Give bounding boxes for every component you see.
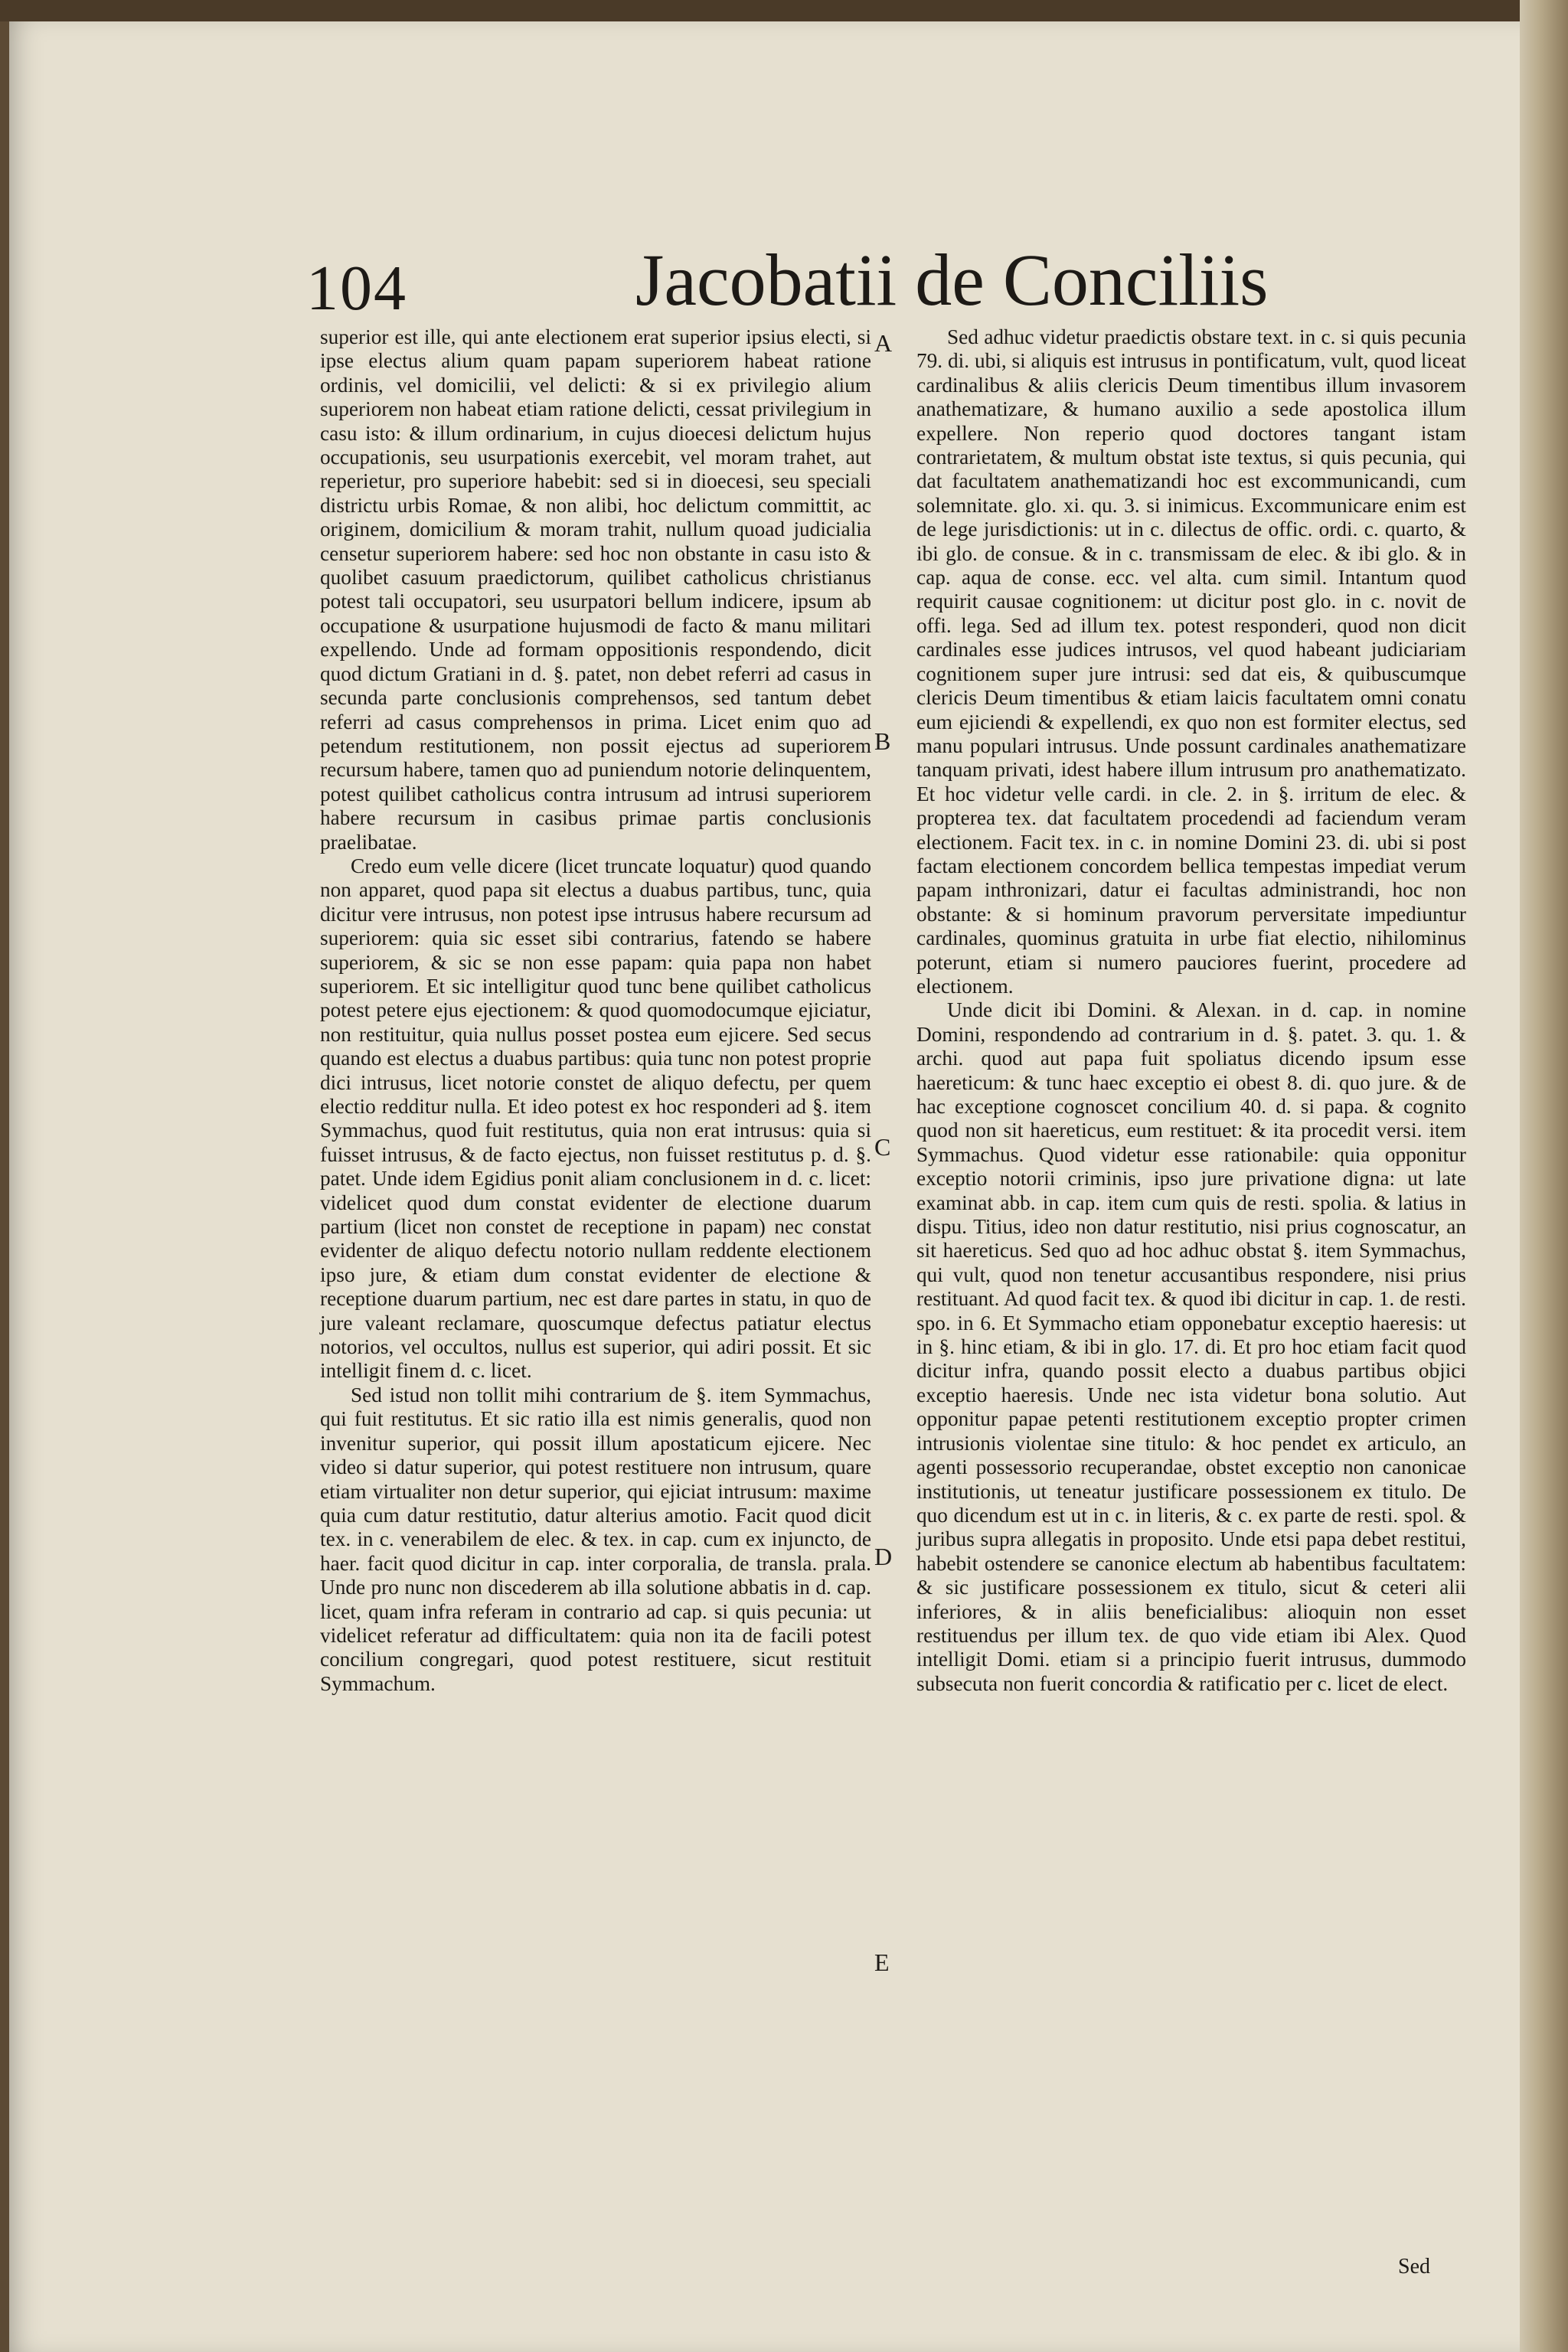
text-column-left bbox=[320, 325, 871, 1696]
paragraph: Sed istud non tollit mihi contrarium de §. item Symmachus, qui fuit restitutus. Et sic ratio illa est nimis generalis, quod non invenitur superior, qui possit illum apostaticum ejicere. Nec video si datur superior, qui potest restituere non intrusum, quare etiam virtualiter non detur superior, qui ejiciat intrusum: maxime quia cum datur restitutio, datur alterius amotio. Facit quod dicit tex. in c. venerabilem de elec. & tex. in cap. cum ex injuncto, de haer. facit quod dicitur in cap. inter corporalia, de transla. prala. Unde pro nunc non discederem ab illa solutione abbatis in d. cap. licet, quam infra referam in contrario ad cap. si quis pecunia: ut videlicet referatur ad difficultatem: quia non ita de facili potest concilium congregari, quod potest restituere, sicut restituit Symmachum. bbox=[320, 1383, 871, 1695]
page-edge-right bbox=[1520, 0, 1568, 2352]
margin-letter-c: C bbox=[874, 1133, 891, 1161]
paragraph: superior est ille, qui ante electionem erat superior ipsius electi, si ipse electus alium quam papam superiorem habeat ratione ordinis, vel domicilii, vel delicti: & si ex privilegio alium superiorem non habeat etiam ratione delicti, cessat privilegium in casu isto: & illum ordinarium, in cujus dioecesi delictum hujus occupationis, seu usurpationis exercebit, vel moram trahet, aut reperietur, pro superiore habebit: sed si in dioecesi, seu speciali districtu urbis Romae, & non alibi, hoc delictum committit, ac originem, domicilium & moram trahit, nullum quoad judicialia censetur superiorem habere: sed hoc non obstante in casu isto & quolibet casuum praedictorum, quilibet catholicus christianus potest tali occupatori, seu usurpatori bellum indicere, ipsum ab occupatione & usurpatione hujusmodi de facto & manu militari expellendo. Unde ad formam oppositionis respondendo, dicit quod dictum Gratiani in d. §. patet, non debet referri ad casus in secunda parte conclusionis comprehensos, sed tantum debet referri ad casus comprehensos in prima. Licet enim quo ad petendum restitutionem, non possit ejectus ad superiorem recursum habere, tamen quo ad puniendum notorie delinquentem, potest quilibet catholicus contra intrusum ad intrusi superiorem habere recursum in casibus primae partis conclusionis praelibatae. bbox=[320, 325, 871, 854]
running-title: Jacobatii de Conciliis bbox=[635, 239, 1269, 321]
page-number: 104 bbox=[306, 253, 407, 324]
margin-letter-a: A bbox=[874, 329, 893, 357]
catchword: Sed bbox=[1398, 2255, 1430, 2278]
text-column-right bbox=[916, 325, 1466, 1696]
paragraph: Sed adhuc videtur praedictis obstare text. in c. si quis pecunia 79. di. ubi, si aliquis est intrusus in pontificatum, vult, quod liceat cardinalibus & aliis clericis Deum timentibus illum invasorem anathematizare, & humano auxilio a sede apostolica illum expellere. Non reperio quod doctores tangant istam contrarietatem, & multum obstat iste textus, si quis pecunia, qui dat facultatem anathematizandi hoc est excommunicandi, cum solemnitate. glo. xi. qu. 3. si inimicus. Excommunicare enim est de lege jurisdictionis: ut in c. dilectus de offic. ordi. c. quarto, & ibi glo. de consue. & in c. transmissam de elec. & ibi glo. & in cap. aqua de conse. ecc. vel alta. cum simil. Intantum quod requirit causae cognitionem: ut dicitur post glo. in c. novit de offi. lega. Sed ad illum tex. potest responderi, quod non dicit cardinales esse judices intrusos, vel quod habeant judiciariam cognitionem super jure intrusi: sed dat eis, & quibuscumque clericis Deum timentibus & etiam laicis facultatem omni conatu eum ejiciendi & expellendi, ex quo non est formiter electus, sed manu populari intrusus. Unde possunt cardinales anathematizare tanquam privati, idest habere illum intrusum pro anathematizato. Et hoc videtur velle cardi. in cle. 2. in §. irritum de elec. & propterea tex. dat facultatem procedendi ad faciendum veram electionem. Facit tex. in c. in nomine Domini 23. di. ubi si post factam electionem concordem bellica tempestas impediat verum papam inthronizari, datur ei facultas administrandi, hoc non obstante: & si hominum pravorum perversitate impediuntur cardinales, quominus gratuita in urbe fiat electio, nihilominus poterunt, etiam si numero pauciores fuerint, procedere ad electionem. bbox=[916, 325, 1466, 998]
page-header bbox=[306, 237, 1455, 337]
book-edge-top bbox=[0, 0, 1568, 21]
paragraph: Credo eum velle dicere (licet truncate loquatur) quod quando non apparet, quod papa sit electus a duabus partibus, tunc, quia dicitur vere intrusus, non potest ipse intrusus habere recursum ad superiorem: quia sic esset sibi contrarius, fatendo se habere superiorem, & sic se non esse papam: quia papa non habet superiorem. Et sic intelligitur quod tunc bene quilibet catholicus potest petere ejus ejectionem: & quod quomodocumque ejiciatur, non restituitur, quia nullus posset postea eum ejicere. Sed secus quando est electus a duabus partibus: quia tunc non potest proprie dici intrusus, licet notorie constet de aliquo defectu, per quem electio redditur nulla. Et ideo potest ex hoc responderi ad §. item Symmachus, quod fuit restitutus, quia non erat intrusus: quia si fuisset intrusus, & de facto ejectus, non fuisset restitutus p. d. §. patet. Unde idem Egidius ponit aliam conclusionem in d. c. licet: videlicet quod dum constat evidenter de electione duarum partium (licet non constet de receptione in papam) nec constat evidenter de aliquo defectu notorio nullam reddente electionem ipso jure, & etiam dum constat evidenter de electione & receptione duarum partium, nec est dare partes in statu, in quo de jure valeant reclamare, quoscumque defectus patiatur electus notorios, vel occultos, nullus est superior, qui adiri possit. Et sic intelligit finem d. c. licet. bbox=[320, 854, 871, 1383]
paragraph: Unde dicit ibi Domini. & Alexan. in d. cap. in nomine Domini, respondendo ad contrarium in d. §. patet. 3. qu. 1. & archi. quod aut papa fuit spoliatus dicendo ipsum esse haereticum: & tunc haec exceptio ei obest 8. di. quo jure. & de hac exceptione cognoscet concilium 40. d. si papa. & cognito quod non sit haereticus, eum restituet: & ita procedit versi. item Symmachus. Quod videtur esse rationabile: quia opponitur exceptio notorii criminis, ipso jure privatione digna: ut late examinat abb. in cap. item cum quis de resti. spolia. & latius in dispu. Titius, ideo non datur restitutio, nisi prius cognoscatur, an sit haereticus. Sed quo ad hoc adhuc obstat §. item Symmachus, qui vult, quod non tenetur accusantibus respondere, nisi prius restituant. Ad quod facit tex. & quod ibi dicitur in cap. 1. de resti. spo. in 6. Et Symmacho etiam opponebatur exceptio haeresis: ut in §. hinc etiam, & ibi in glo. 17. di. Et pro hoc etiam facit quod dicitur infra, quando possit electo a duabus partibus objici exceptio haeresis. Unde nec ista videtur bona solutio. Aut opponitur papae petenti restitutionem exceptio propter crimen intrusionis violentae sine titulo: & hoc pendet ex articulo, an agenti possessorio recuperandae, obstet exceptio non canonicae institutionis, ut teneatur justificare possessionem ex titulo. De quo dicendum est ut in c. in literis, & c. ex parte de resti. spol. & juribus supra allegatis in proposito. Unde etsi papa debet restitui, habebit ostendere se canonice electum ab habentibus facultatem: & sic justificare possessionem ex titulo, sicut & ceteri alii inferiores, & in aliis beneficialibus: alioquin non esset restituendus per illum tex. de quo vide etiam ibi Alex. Quod intelligit Domi. etiam si a principio fuerit intrusus, dummodo subsecuta non fuerit concordia & ratificatio per c. licet de elect. bbox=[916, 998, 1466, 1695]
margin-letter-d: D bbox=[874, 1543, 893, 1570]
margin-letter-e: E bbox=[874, 1949, 890, 1976]
margin-letter-b: B bbox=[874, 727, 891, 755]
